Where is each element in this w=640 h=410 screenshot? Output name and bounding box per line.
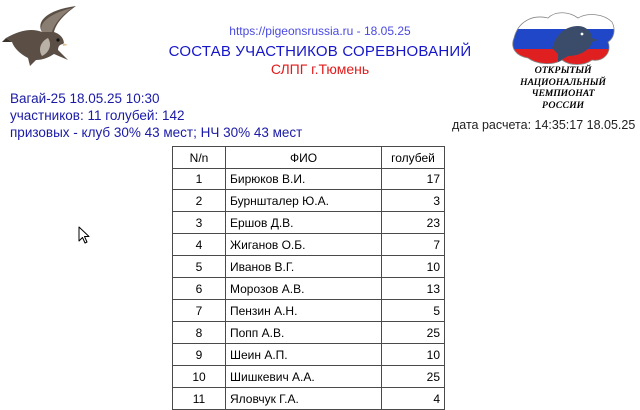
row-name: Шишкевич А.А.	[226, 366, 382, 388]
table-row	[173, 366, 445, 388]
table-row	[173, 388, 445, 410]
row-number: 8	[173, 322, 226, 344]
row-number: 10	[173, 366, 226, 388]
row-number: 5	[173, 256, 226, 278]
row-birds: 17	[382, 169, 445, 190]
table-row	[173, 278, 445, 300]
participants-count: участников: 11 голубей: 142	[10, 108, 185, 123]
row-name: Иванов В.Г.	[226, 256, 382, 278]
row-number: 4	[173, 234, 226, 256]
calculation-date: дата расчета: 14:35:17 18.05.25	[452, 118, 636, 132]
table-row	[173, 169, 445, 190]
row-number: 11	[173, 388, 226, 410]
table-header-row	[173, 147, 445, 169]
header-birds: голубей	[382, 147, 445, 169]
mouse-cursor-icon	[78, 226, 90, 244]
row-name: Морозов А.В.	[226, 278, 382, 300]
participants-table	[172, 146, 445, 410]
site-link[interactable]: https://pigeonsrussia.ru - 18.05.25	[229, 24, 411, 38]
row-birds: 23	[382, 212, 445, 234]
row-birds: 25	[382, 322, 445, 344]
table-row	[173, 300, 445, 322]
row-number: 9	[173, 344, 226, 366]
row-name: Пензин А.Н.	[226, 300, 382, 322]
row-birds: 10	[382, 344, 445, 366]
row-name: Ершов Д.В.	[226, 212, 382, 234]
row-number: 3	[173, 212, 226, 234]
table-row	[173, 234, 445, 256]
race-name: Вагай-25 18.05.25 10:30	[10, 91, 160, 106]
row-name: Шеин А.П.	[226, 344, 382, 366]
table-row	[173, 322, 445, 344]
header-name: ФИО	[226, 147, 382, 169]
row-number: 6	[173, 278, 226, 300]
row-birds: 3	[382, 190, 445, 212]
page-subtitle: СЛПГ г.Тюмень	[270, 61, 370, 77]
table-row	[173, 190, 445, 212]
row-name: Яловчук Г.А.	[226, 388, 382, 410]
prize-places: призовых - клуб 30% 43 мест; НЧ 30% 43 мест	[10, 125, 303, 140]
row-name: Бурншталер Ю.А.	[226, 190, 382, 212]
table-row	[173, 212, 445, 234]
table-row	[173, 256, 445, 278]
table-row	[173, 344, 445, 366]
caption-line: НАЦИОНАЛЬНЫЙ	[520, 77, 606, 88]
page-title: СОСТАВ УЧАСТНИКОВ СОРЕВНОВАНИЙ	[168, 43, 472, 60]
race-info	[10, 90, 302, 141]
row-name: Попп А.В.	[226, 322, 382, 344]
header-number: N/n	[173, 147, 226, 169]
row-number: 2	[173, 190, 226, 212]
row-birds: 13	[382, 278, 445, 300]
row-birds: 4	[382, 388, 445, 410]
row-birds: 10	[382, 256, 445, 278]
row-birds: 25	[382, 366, 445, 388]
row-name: Жиганов О.Б.	[226, 234, 382, 256]
caption-line: РОССИИ	[542, 100, 584, 111]
row-birds: 7	[382, 234, 445, 256]
row-number: 7	[173, 300, 226, 322]
row-number: 1	[173, 169, 226, 190]
caption-line: ЧЕМПИОНАТ	[531, 89, 595, 99]
caption-line: ОТКРЫТЫЙ	[534, 66, 592, 76]
row-name: Бирюков В.И.	[226, 169, 382, 190]
row-birds: 5	[382, 300, 445, 322]
